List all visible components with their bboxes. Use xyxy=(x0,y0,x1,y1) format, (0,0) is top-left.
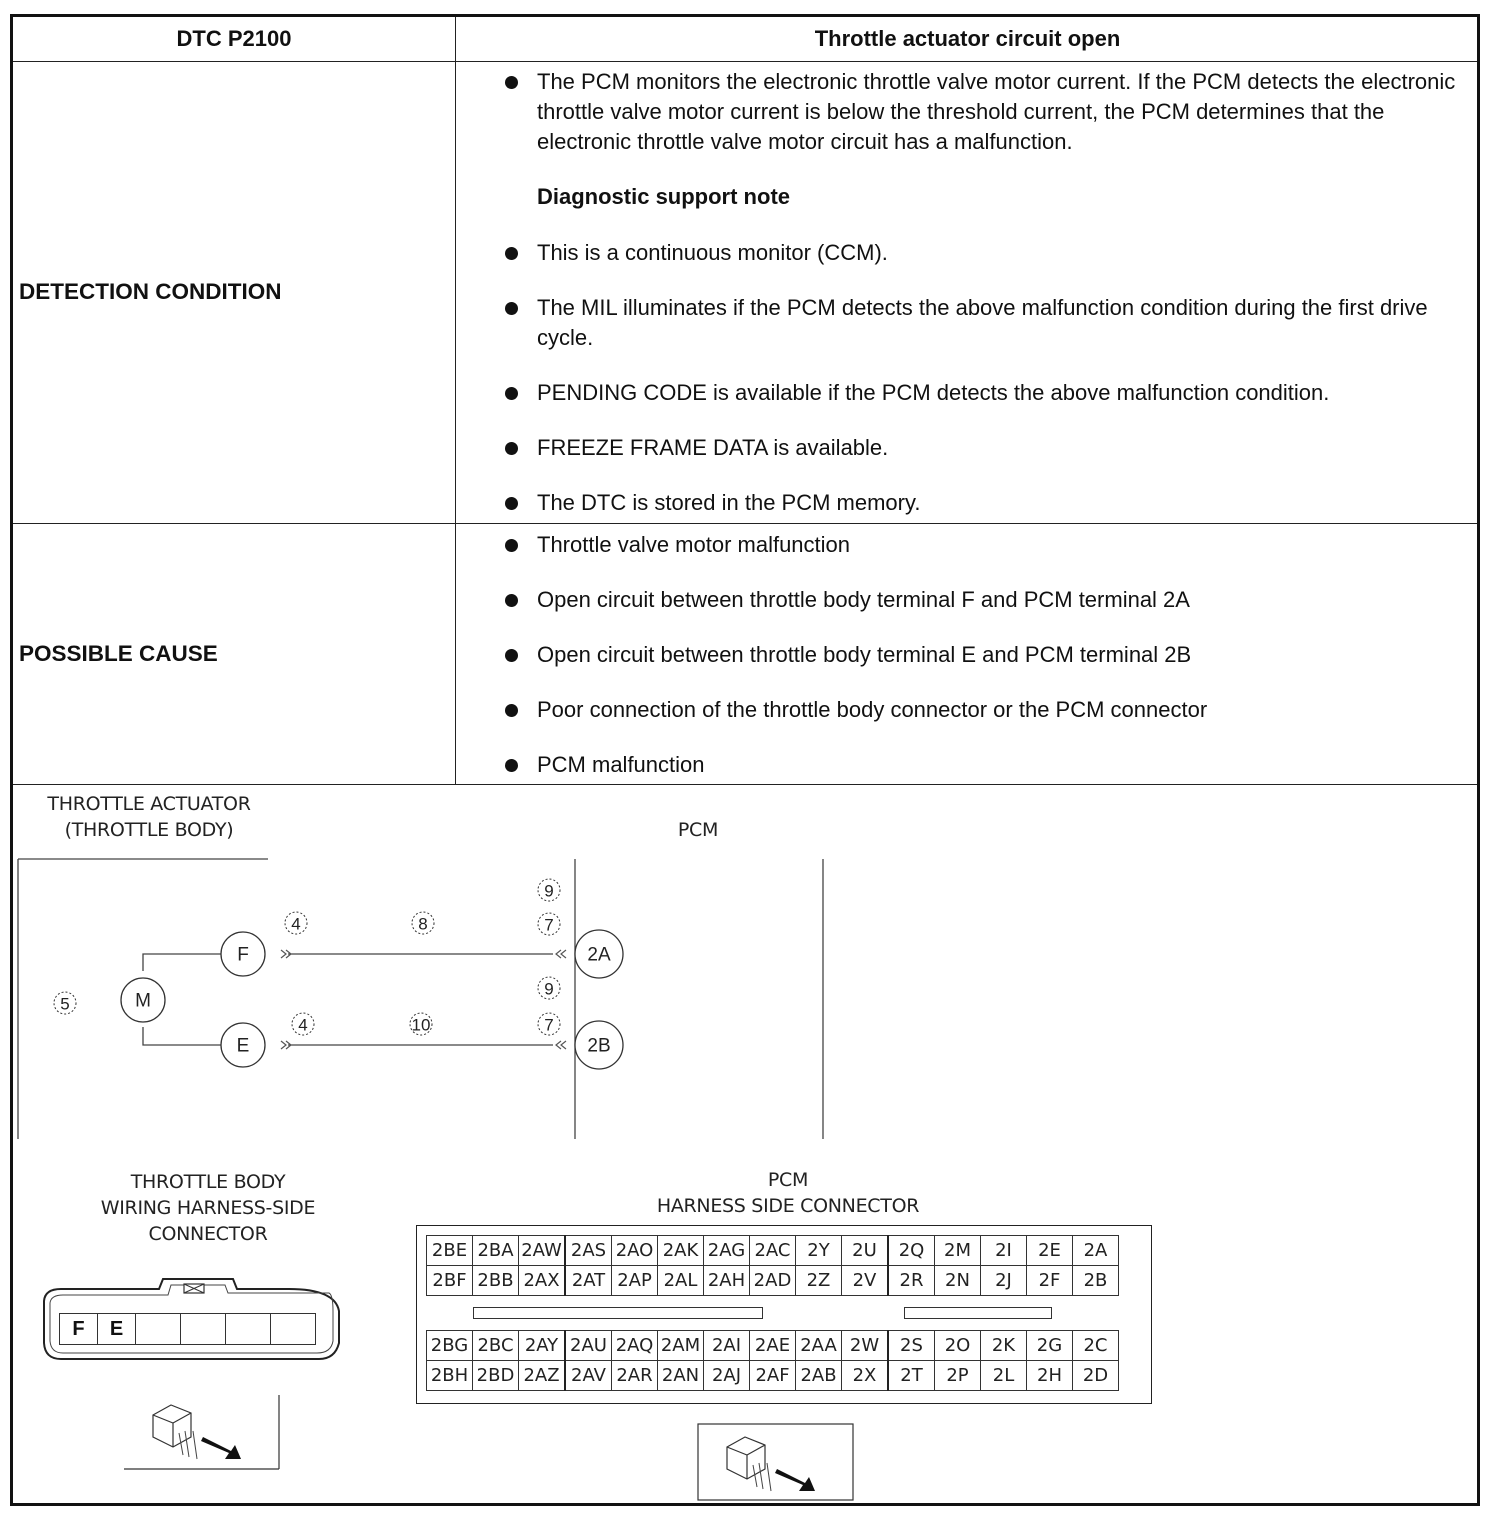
dtc-sheet xyxy=(10,14,1480,1506)
diagnostic-support-note-title: Diagnostic support note xyxy=(537,184,790,209)
pcm-connector-title: PCM HARNESS SIDE CONNECTOR xyxy=(656,1169,920,1217)
pcm-pin: 2J xyxy=(981,1266,1027,1296)
pcm-pin: 2AP xyxy=(612,1266,658,1296)
pcm-pin: 2AN xyxy=(658,1361,704,1391)
pcm-pin: 2AG xyxy=(704,1236,750,1266)
throttle-body-connector-title: THROTTLE BODY WIRING HARNESS-SIDE CONNECTOR xyxy=(100,1171,316,1245)
detection-condition-label: DETECTION CONDITION xyxy=(19,279,282,304)
bullet-icon xyxy=(505,539,518,552)
pcm-pin: 2AT xyxy=(565,1266,612,1296)
connector-mark-2b xyxy=(556,1041,566,1049)
cause-item-1: Throttle valve motor malfunction xyxy=(501,530,1461,560)
pcm-connector-top-block xyxy=(426,1235,1119,1296)
column-divider xyxy=(455,17,456,784)
pcm-pin: 2BF xyxy=(427,1266,473,1296)
pcm-pin: 2BD xyxy=(473,1361,519,1391)
pcm-pin: 2U xyxy=(842,1236,889,1266)
callout-5: 5 xyxy=(60,994,70,1014)
pcm-pin: 2C xyxy=(1073,1331,1119,1361)
pcm-pin: 2M xyxy=(935,1236,981,1266)
pcm-pin: 2A xyxy=(1073,1236,1119,1266)
pcm-pin: 2AH xyxy=(704,1266,750,1296)
dtc-code: DTC P2100 xyxy=(176,26,292,51)
pcm-pin: 2BC xyxy=(473,1331,519,1361)
pcm-pin: 2AK xyxy=(658,1236,704,1266)
pcm-pin: 2F xyxy=(1027,1266,1073,1296)
motor-wire-top xyxy=(143,954,221,971)
pcm-connector-bottom-block xyxy=(426,1330,1119,1391)
callout-8: 8 xyxy=(418,914,428,934)
connector-view-icon-left xyxy=(123,1393,283,1475)
pcm-pin: 2P xyxy=(935,1361,981,1391)
pcm-title: PCM xyxy=(677,819,719,841)
tb-pin-empty xyxy=(181,1313,226,1345)
cause-item-3: Open circuit between throttle body terminal E and PCM terminal 2B xyxy=(501,640,1461,670)
bullet-icon xyxy=(505,247,518,260)
pcm-pin: 2AQ xyxy=(612,1331,658,1361)
pcm-pin: 2BH xyxy=(427,1361,473,1391)
header-divider xyxy=(13,61,1477,62)
tb-pin-f: F xyxy=(59,1313,98,1345)
detection-divider xyxy=(13,523,1477,524)
detection-list xyxy=(501,67,1461,157)
pcm-pin: 2B xyxy=(1073,1266,1119,1296)
pcm-connector-row xyxy=(427,1361,1119,1391)
motor-label: M xyxy=(135,990,151,1012)
bullet-icon xyxy=(505,704,518,717)
connector-view-icon-right xyxy=(697,1423,857,1505)
pcm-pin: 2G xyxy=(1027,1331,1073,1361)
pcm-pin: 2AA xyxy=(796,1331,842,1361)
bullet-icon xyxy=(505,76,518,89)
pcm-pin: 2BA xyxy=(473,1236,519,1266)
note-item-2: The MIL illuminates if the PCM detects the above malfunction condition during the first drive cycle. xyxy=(501,293,1461,353)
bullet-icon xyxy=(505,442,518,455)
pcm-pin: 2K xyxy=(981,1331,1027,1361)
pcm-pin: 2AS xyxy=(565,1236,612,1266)
pcm-pin: 2V xyxy=(842,1266,889,1296)
pcm-pin: 2AC xyxy=(750,1236,796,1266)
pcm-pin: 2AE xyxy=(750,1331,796,1361)
bullet-icon xyxy=(505,497,518,510)
pcm-pin: 2AO xyxy=(612,1236,658,1266)
tb-pin-empty xyxy=(226,1313,271,1345)
pcm-connector-row xyxy=(427,1266,1119,1296)
tb-pin-empty xyxy=(136,1313,181,1345)
cause-item-5: PCM malfunction xyxy=(501,750,1461,780)
tb-pin-empty xyxy=(271,1313,316,1345)
pcm-pin: 2T xyxy=(888,1361,935,1391)
pcm-connector-row xyxy=(427,1331,1119,1361)
pcm-pin: 2O xyxy=(935,1331,981,1361)
pcm-pin: 2R xyxy=(888,1266,935,1296)
pcm-connector-key-left xyxy=(473,1307,763,1319)
pcm-pin: 2AJ xyxy=(704,1361,750,1391)
callout-7-bottom: 7 xyxy=(544,1015,554,1035)
pcm-pin: 2I xyxy=(981,1236,1027,1266)
dtc-title: Throttle actuator circuit open xyxy=(814,26,1121,51)
cause-item-2: Open circuit between throttle body terminal F and PCM terminal 2A xyxy=(501,585,1461,615)
pcm-pin: 2AV xyxy=(565,1361,612,1391)
pcm-pin: 2D xyxy=(1073,1361,1119,1391)
bullet-icon xyxy=(505,387,518,400)
possible-cause-label: POSSIBLE CAUSE xyxy=(19,641,218,666)
pcm-pin: 2BB xyxy=(473,1266,519,1296)
note-item-5: The DTC is stored in the PCM memory. xyxy=(501,488,1461,518)
pcm-pin: 2BG xyxy=(427,1331,473,1361)
pcm-pin: 2Z xyxy=(796,1266,842,1296)
cause-item-4: Poor connection of the throttle body connector or the PCM connector xyxy=(501,695,1461,725)
pcm-pin: 2AR xyxy=(612,1361,658,1391)
pcm-pin: 2L xyxy=(981,1361,1027,1391)
detection-item: The PCM monitors the electronic throttle valve motor current. If the PCM detects the electronic throttle valve motor current is below the threshold current, the PCM determines that the electronic throttle valve motor circuit has a malfunction. xyxy=(501,67,1461,157)
pcm-pin: 2AD xyxy=(750,1266,796,1296)
pcm-pin: 2AL xyxy=(658,1266,704,1296)
note-item-3: PENDING CODE is available if the PCM detects the above malfunction condition. xyxy=(501,378,1461,408)
wiring-diagram xyxy=(13,847,853,1147)
pcm-pin: 2AI xyxy=(704,1331,750,1361)
pcm-pin: 2BE xyxy=(427,1236,473,1266)
pcm-pin: 2X xyxy=(842,1361,889,1391)
motor-wire-bottom xyxy=(143,1027,221,1045)
terminal-e-label: E xyxy=(236,1035,250,1057)
pin-2a-label: 2A xyxy=(587,944,611,966)
pcm-connector-row xyxy=(427,1236,1119,1266)
throttle-actuator-title: THROTTLE ACTUATOR (THROTTLE BODY) xyxy=(47,793,251,841)
note-item-1: This is a continuous monitor (CCM). xyxy=(501,238,1461,268)
pcm-pin: 2AZ xyxy=(519,1361,566,1391)
pin-2b-label: 2B xyxy=(587,1035,611,1057)
callout-9-top: 9 xyxy=(544,881,554,901)
callout-4-top: 4 xyxy=(291,914,301,934)
tb-pin-e: E xyxy=(98,1313,136,1345)
pcm-pin: 2AW xyxy=(519,1236,566,1266)
terminal-f-label: F xyxy=(237,944,249,966)
pcm-pin: 2AM xyxy=(658,1331,704,1361)
pcm-pin: 2N xyxy=(935,1266,981,1296)
bullet-icon xyxy=(505,649,518,662)
throttle-body-connector-cells xyxy=(59,1313,316,1345)
note-item-4: FREEZE FRAME DATA is available. xyxy=(501,433,1461,463)
pcm-pin: 2AB xyxy=(796,1361,842,1391)
bullet-icon xyxy=(505,594,518,607)
pcm-pin: 2AU xyxy=(565,1331,612,1361)
bullet-icon xyxy=(505,302,518,315)
pcm-pin: 2W xyxy=(842,1331,889,1361)
pcm-pin: 2Q xyxy=(888,1236,935,1266)
connector-mark-2a xyxy=(556,950,566,958)
callout-10: 10 xyxy=(411,1015,431,1035)
pcm-pin: 2AF xyxy=(750,1361,796,1391)
callout-4-bottom: 4 xyxy=(298,1015,308,1035)
pcm-pin: 2AY xyxy=(519,1331,566,1361)
callout-7-top: 7 xyxy=(544,915,554,935)
cause-divider xyxy=(13,784,1477,785)
pcm-pin: 2AX xyxy=(519,1266,566,1296)
pcm-connector-frame xyxy=(416,1225,1152,1404)
callout-9-bottom: 9 xyxy=(544,979,554,999)
pcm-pin: 2Y xyxy=(796,1236,842,1266)
pcm-pin: 2S xyxy=(888,1331,935,1361)
pcm-connector-key-right xyxy=(904,1307,1052,1319)
pcm-pin: 2H xyxy=(1027,1361,1073,1391)
bullet-icon xyxy=(505,759,518,772)
pcm-pin: 2E xyxy=(1027,1236,1073,1266)
